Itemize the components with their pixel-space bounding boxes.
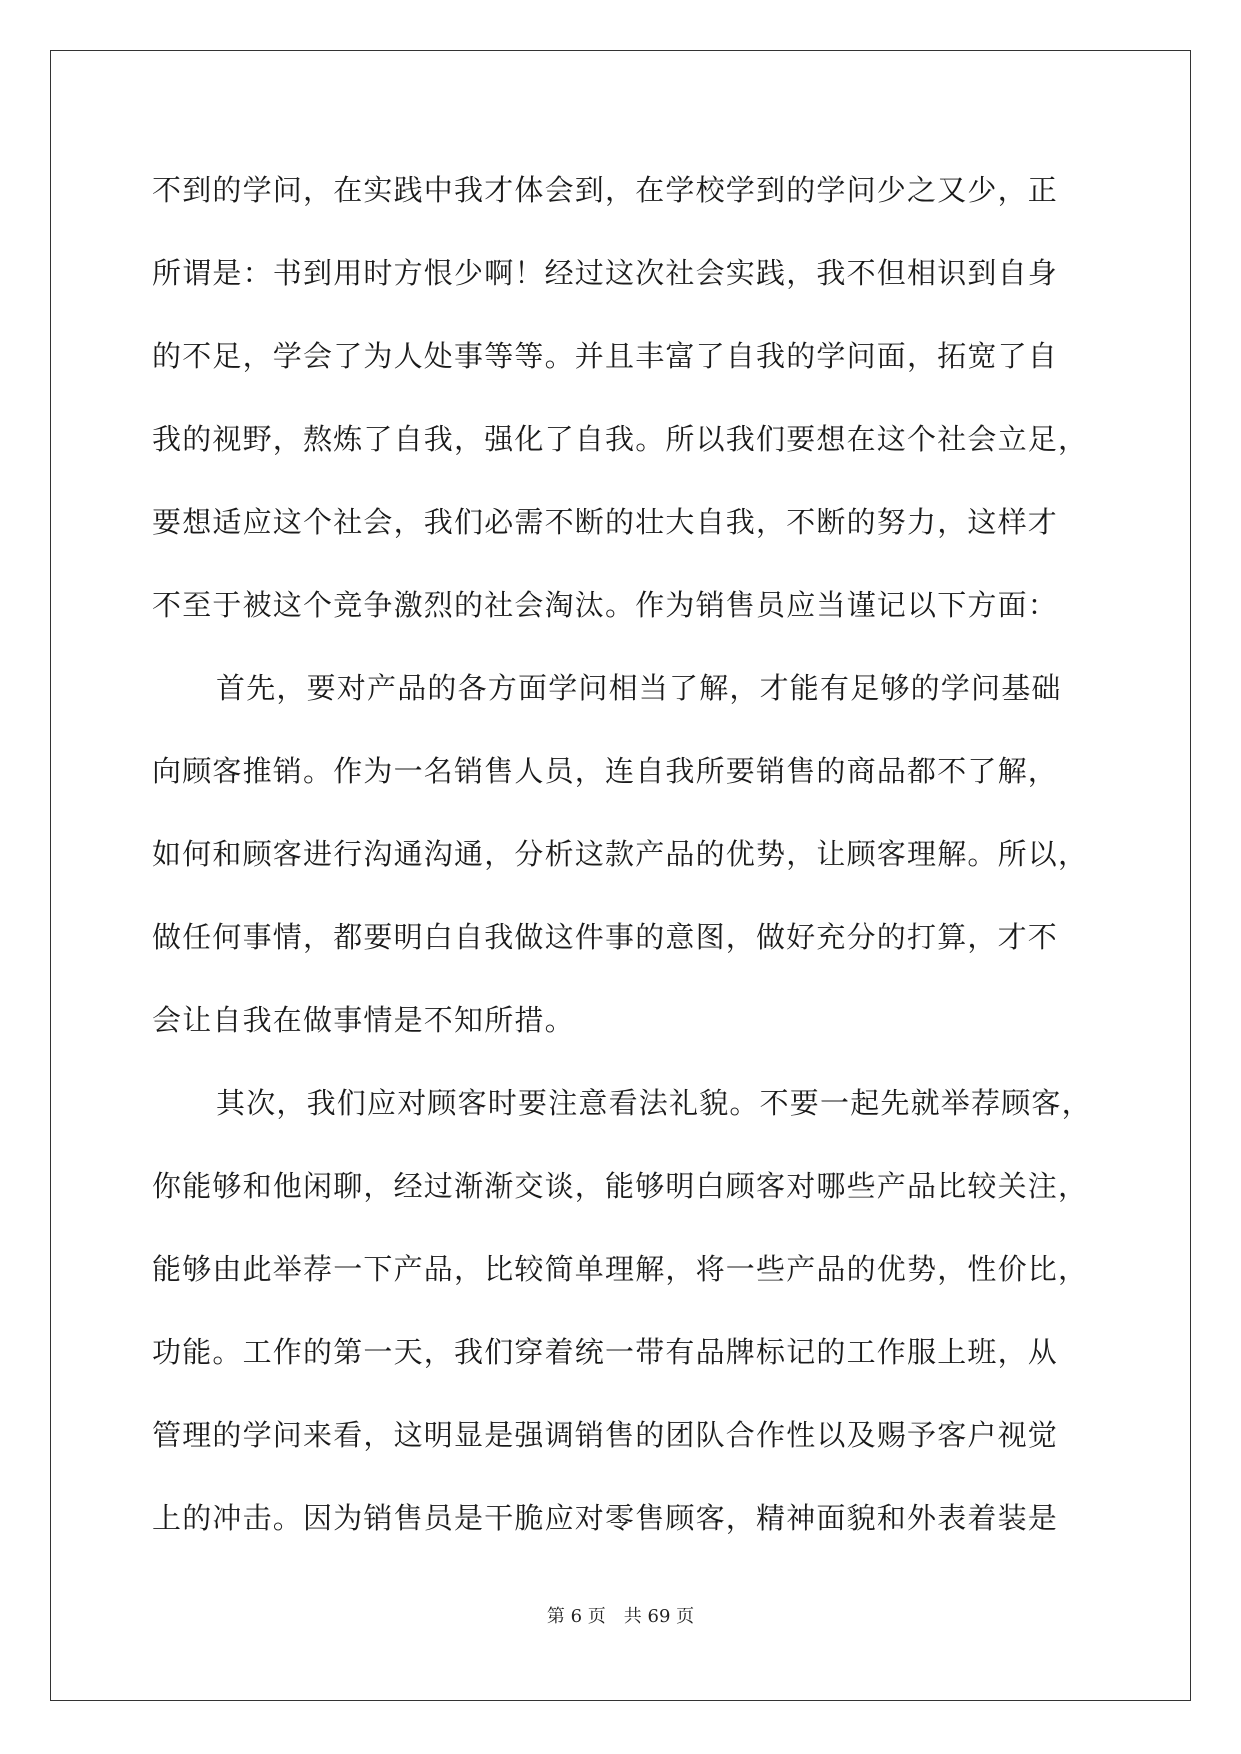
text-line: 做任何事情，都要明白自我做这件事的意图，做好充分的打算，才不 (152, 920, 1059, 954)
paragraph-first-line: 首先，要对产品的各方面学问相当了解，才能有足够的学问基础 (216, 671, 1062, 705)
text-line: 向顾客推销。作为一名销售人员，连自我所要销售的商品都不了解， (152, 754, 1059, 788)
text-line: 的不足，学会了为人处事等等。并且丰富了自我的学问面，拓宽了自 (152, 339, 1059, 373)
total-pages: 共 69 页 (623, 1606, 695, 1627)
text-line: 功能。工作的第一天，我们穿着统一带有品牌标记的工作服上班，从 (152, 1335, 1059, 1369)
page-number: 第 6 页 (546, 1606, 606, 1627)
text-line: 上的冲击。因为销售员是干脆应对零售顾客，精神面貌和外表着装是 (152, 1501, 1059, 1535)
document-body (152, 160, 1102, 1571)
text-line: 我的视野，熬炼了自我，强化了自我。所以我们要想在这个社会立足， (152, 422, 1089, 456)
text-line: 管理的学问来看，这明显是强调销售的团队合作性以及赐予客户视觉 (152, 1418, 1059, 1452)
text-line: 会让自我在做事情是不知所措。 (152, 1003, 575, 1037)
text-line: 要想适应这个社会，我们必需不断的壮大自我，不断的努力，这样才 (152, 505, 1059, 539)
text-line: 能够由此举荐一下产品，比较简单理解，将一些产品的优势，性价比， (152, 1252, 1089, 1286)
text-line: 不到的学问，在实践中我才体会到，在学校学到的学问少之又少，正 (152, 173, 1059, 207)
text-line: 所谓是：书到用时方恨少啊！经过这次社会实践，我不但相识到自身 (152, 256, 1059, 290)
text-line: 不至于被这个竞争激烈的社会淘汰。作为销售员应当谨记以下方面： (152, 588, 1059, 622)
text-line: 如何和顾客进行沟通沟通，分析这款产品的优势，让顾客理解。所以， (152, 837, 1089, 871)
text-line: 你能够和他闲聊，经过渐渐交谈，能够明白顾客对哪些产品比较关注， (152, 1169, 1089, 1203)
paragraph-first-line: 其次，我们应对顾客时要注意看法礼貌。不要一起先就举荐顾客， (216, 1086, 1092, 1120)
page-footer (0, 1602, 1241, 1628)
